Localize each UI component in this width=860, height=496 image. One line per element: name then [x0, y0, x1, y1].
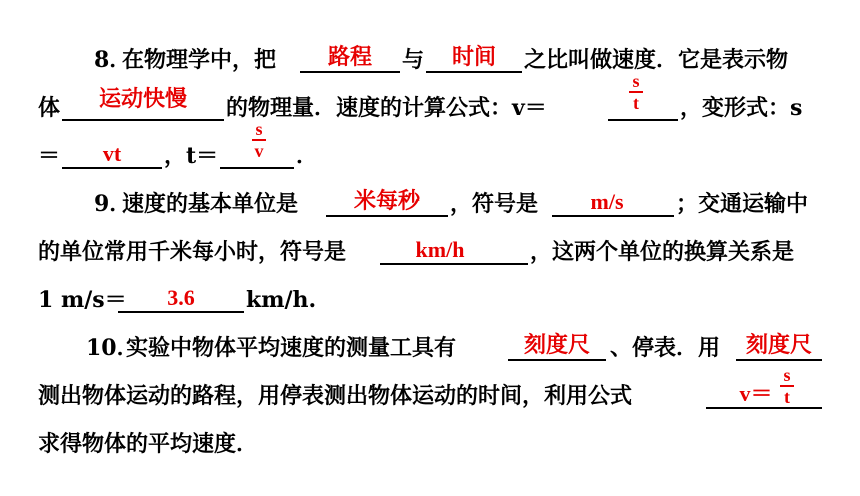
q8-answer-distance: 路程 [327, 45, 372, 70]
q8-frac-denominator: t [633, 93, 639, 113]
q8-answer-s: vt [102, 141, 122, 166]
q10-frac-denominator: t [784, 387, 790, 407]
q10-text-b: 、停表．用 [610, 335, 721, 361]
q9-text-a: 速度的基本单位是 [122, 191, 299, 217]
q9-text-f: 1 m/s＝ [38, 287, 127, 313]
q8-frac-numerator: s [632, 71, 640, 91]
q8-text-a: 在物理学中，把 [122, 47, 277, 73]
q9-answer-unit: 米每秒 [353, 189, 420, 214]
q8-blank-t [220, 167, 294, 169]
q9-text-b: ，符号是 [450, 191, 539, 217]
q8-text-c: 之比叫做速度．它是表示物 [524, 47, 789, 73]
q9-answer-kmh: km/h [415, 237, 465, 262]
q10-text-a: 实验中物体平均速度的测量工具有 [126, 335, 457, 361]
q8-text-i: ． [296, 143, 319, 169]
q8-text-e: 的物理量．速度的计算公式：v＝ [226, 95, 547, 121]
q9-number: 9． [94, 191, 132, 217]
q9-text-g: km/h. [246, 287, 317, 313]
q8-text-b: 与 [402, 47, 425, 73]
q10-fraction-s-over-t [780, 366, 794, 406]
q8-frac2-denominator: v [254, 141, 264, 161]
q10-text-c: 测出物体运动的路程，用停表测出物体运动的时间，利用公式 [38, 383, 633, 409]
q9-text-e: ，这两个单位的换算关系是 [530, 239, 795, 265]
q9-answer-symbol: m/s [590, 189, 624, 214]
q8-number: 8． [94, 47, 132, 73]
q8-frac2-numerator: s [255, 119, 263, 139]
q10-answer-tool2: 刻度尺 [745, 333, 812, 358]
q10-frac-numerator: s [783, 365, 791, 385]
q8-text-f: ，变形式：s [680, 95, 803, 121]
q9-answer-conversion: 3.6 [167, 285, 195, 310]
q8-blank-formula [608, 119, 678, 121]
q8-text-d: 体 [38, 95, 61, 121]
q8-fraction-s-over-t [629, 72, 643, 112]
q8-fraction-s-over-v [252, 120, 266, 160]
q8-blank-meaning [62, 119, 224, 121]
q8-text-h: ，t＝ [164, 143, 219, 169]
q10-text-d: 求得物体的平均速度． [38, 431, 259, 457]
q10-number: 10． [86, 335, 139, 361]
q9-text-c: ；交通运输中 [676, 191, 809, 217]
q10-answer-tool: 刻度尺 [523, 333, 590, 358]
q8-answer-time: 时间 [451, 45, 496, 70]
q10-answer-formula-prefix: v＝ [739, 381, 773, 406]
q8-text-g: ＝ [38, 143, 61, 169]
q8-answer-meaning: 运动快慢 [98, 87, 187, 112]
q9-text-d: 的单位常用千米每小时，符号是 [38, 239, 347, 265]
